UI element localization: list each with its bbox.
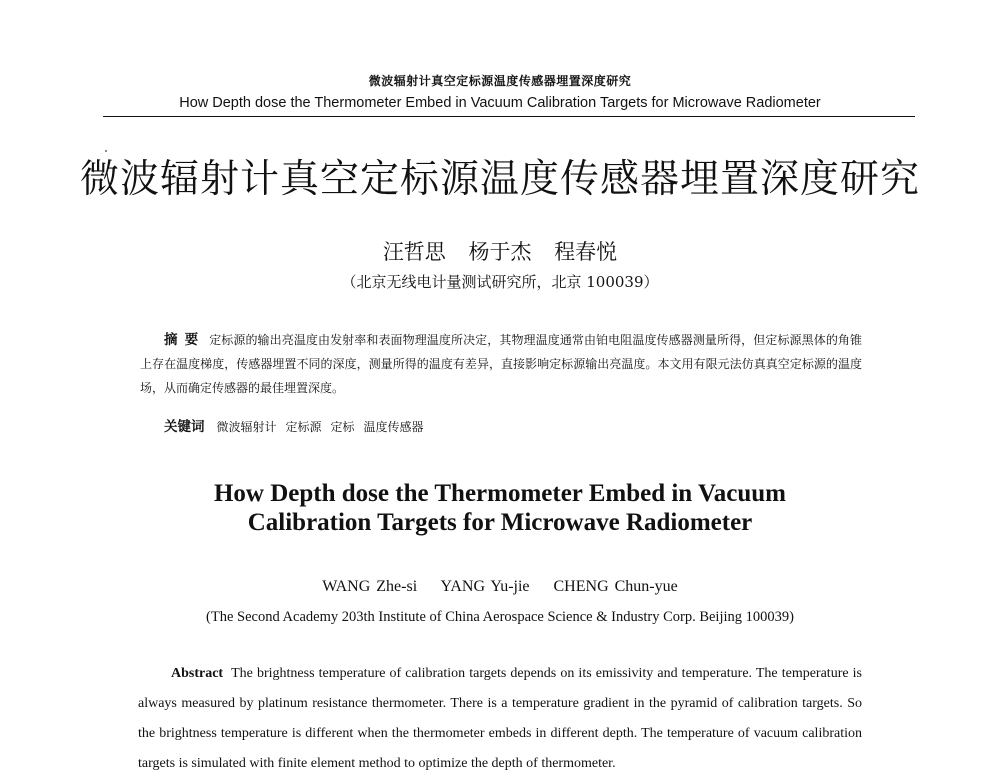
header-rule	[103, 116, 915, 117]
abstract-label-en: Abstract	[171, 666, 224, 681]
abstract-en	[138, 659, 862, 779]
keywords-label-cn: 关键词	[164, 419, 205, 435]
paper-title-en	[0, 479, 1000, 537]
affiliation-en: (The Second Academy 203th Institute of China Aerospace Science & Industry Corp. Beijing 100039)	[206, 609, 794, 625]
paper-title-cn: 微波辐射计真空定标源温度传感器埋置深度研究	[79, 157, 920, 202]
affiliation-cn: （北京无线电计量测试研究所，北京 100039）	[341, 273, 659, 291]
keyword: 微波辐射计	[216, 420, 277, 434]
abstract-label-cn: 摘要	[164, 332, 206, 348]
abstract-cn	[140, 328, 862, 400]
keywords-cn	[164, 417, 433, 437]
abstract-text-cn: 定标源的输出亮温度由发射率和表面物理温度所决定，其物理温度通常由铂电阻温度传感器测量所得，但定标源黑体的角锥上存在温度梯度，传感器埋置不同的深度，测量所得的温度有差异，直接影响定标源输出亮温度。本文用有限元法仿真真空定标源的温度场，从而确定传感器的最佳埋置深度。	[140, 333, 862, 395]
paper-title-en-line1: How Depth dose the Thermometer Embed in Vacuum	[213, 480, 786, 507]
keyword: 定标	[330, 420, 355, 434]
keyword: 定标源	[285, 420, 322, 434]
running-header-en: How Depth dose the Thermometer Embed in Vacuum Calibration Targets for Microwave Radiometer	[179, 95, 821, 111]
keyword: 温度传感器	[363, 420, 424, 434]
authors-en: WANG Zhe-si YANG Yu-jie CHENG Chun-yue	[322, 578, 678, 595]
running-header-cn: 微波辐射计真空定标源温度传感器埋置深度研究	[368, 74, 632, 88]
authors-cn: 汪哲思 杨于杰 程春悦	[382, 240, 618, 264]
paper-title-en-line2: Calibration Targets for Microwave Radiometer	[247, 509, 753, 536]
abstract-text-en: The brightness temperature of calibration targets depends on its emissivity and temperature. The temperature is always measured by platinum resistance thermometer. There is a temperature gradient in the pyramid of calibration targets. So the brightness temperature is different when the thermometer embeds in different depth. The temperature of vacuum calibration targets is simulated with finite element method to optimize the depth of thermometer.	[138, 666, 862, 771]
